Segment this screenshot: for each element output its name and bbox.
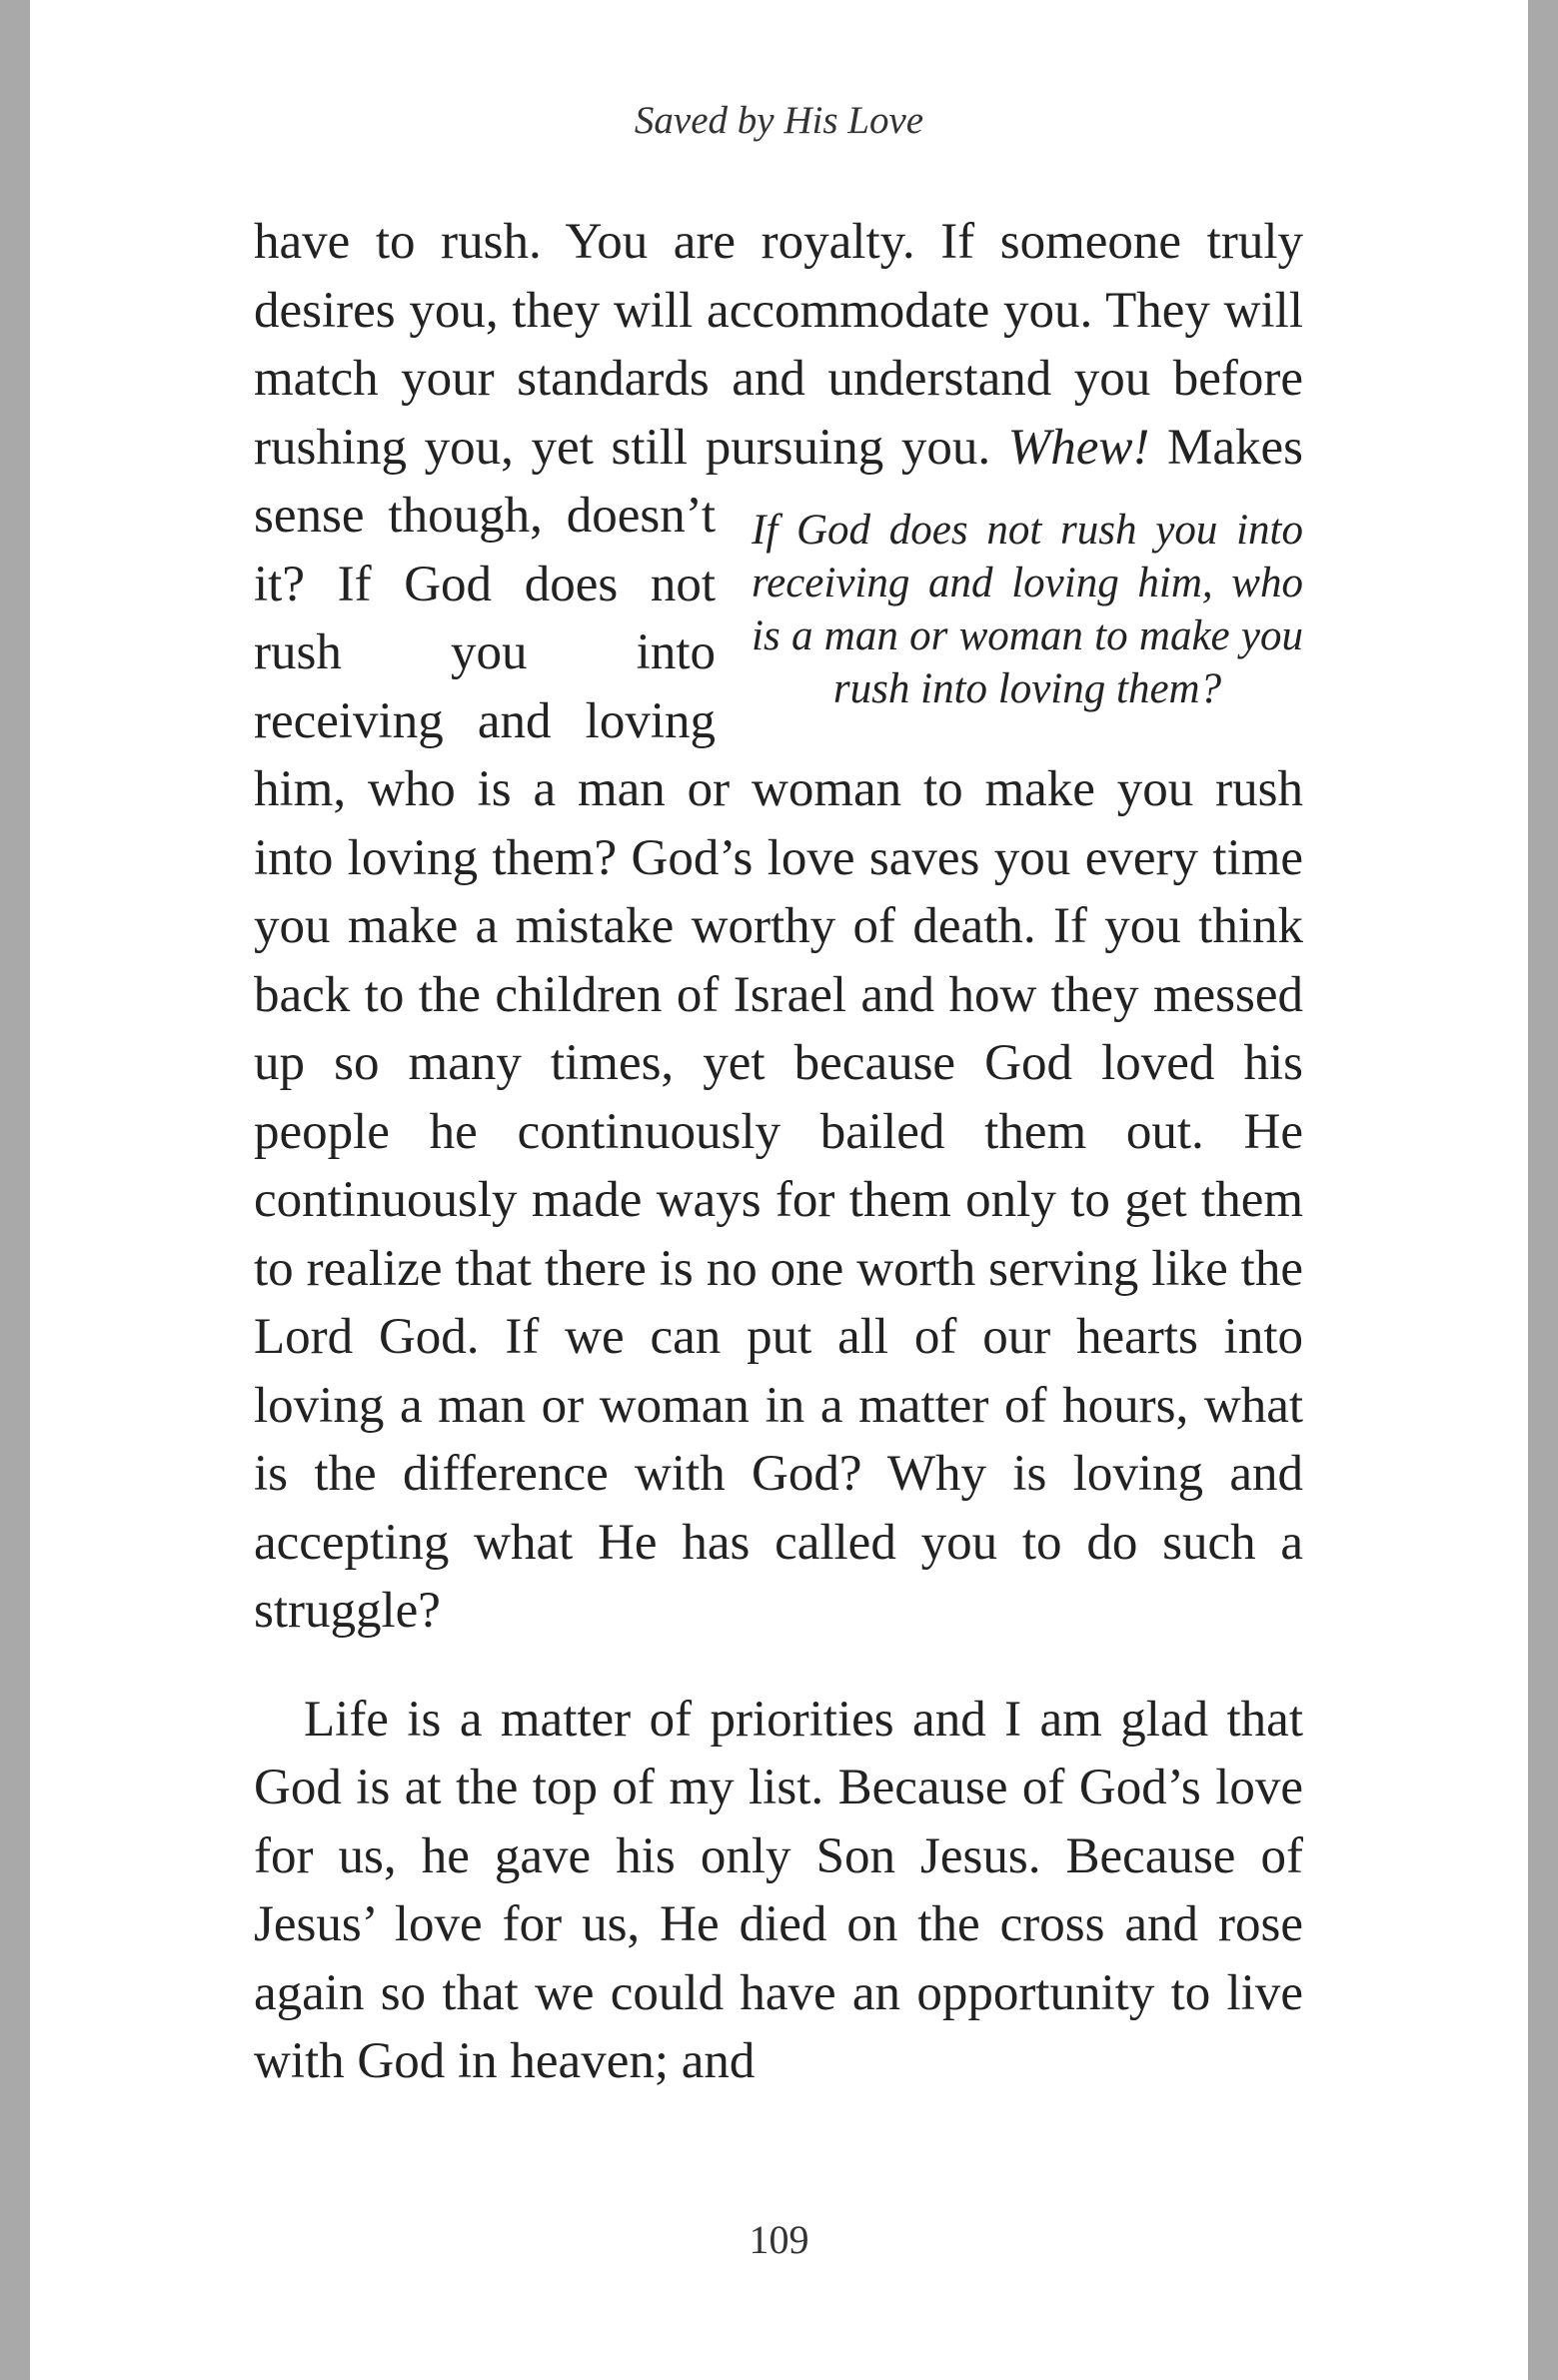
paragraph-1-continuation: Makes sense though, doesn’t it? If God does not rush you into receiving and loving him, who is a man or woman to make you rush into loving them? God’s love saves you every time you make a mistake worthy of death. If you think back to the children of Israel and how they messed up so many times, yet because God loved his people he continuously bailed them out. He continuously made ways for them only to get them to realize that there is no one worth serving like the Lord God. If we can put all of our hearts into loving a man or woman in a matter of hours, what is the difference with God? Why is loving and accepting what He has called you to do such a struggle? [254, 419, 1303, 1639]
body-text [254, 208, 1303, 2096]
paragraph-1 [254, 208, 1303, 1646]
page-number: 109 [749, 2217, 809, 2262]
paragraph-1-opening: have to rush. You are royalty. If someone truly desires you, they will accommodate you. They will match your standards and understand you before rushing you, yet still pursuing you. [254, 214, 1303, 476]
paragraph-1-emphasis: Whew! [1007, 419, 1150, 476]
paragraph-2: Life is a matter of priorities and I am glad that God is at the top of my list. Because of God’s love for us, he gave his only Son Jesus. Because of Jesus’ love for us, He died on the cross and rose again so that we could have an opportunity to live with God in heaven; and [254, 1691, 1303, 2089]
book-page [30, 0, 1528, 2380]
running-head: Saved by His Love [634, 99, 924, 142]
pull-quote: If God does not rush you into receiving and loving him, who is a man or woman to make you rush into loving them? [752, 507, 1303, 712]
